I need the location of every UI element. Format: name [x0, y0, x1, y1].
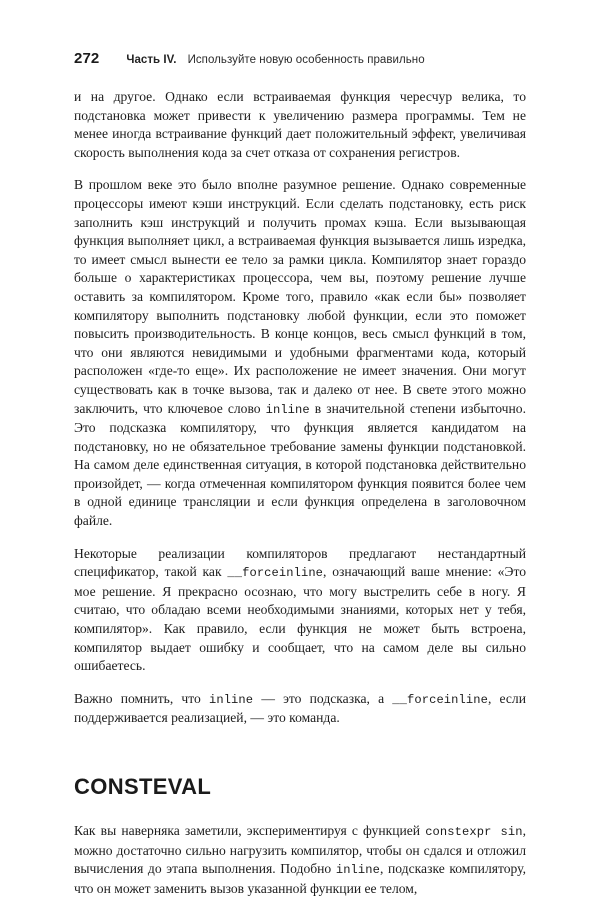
inline-code: inline: [335, 863, 380, 878]
section-heading: CONSTEVAL: [74, 774, 212, 799]
paragraph: В прошлом веке это было вполне разумное решение. Однако современные процессоры имеют кэши инструкций. Если сделать подстановку, есть риск заполнить кэш инструкций и получить промах кэша. Если вызывающая функция выполняет цикл, а встраиваемая функция вызывается лишь изредка, то имеет смысл вынести ее тело за рамки цикла. Компилятор знает гораздо больше о характеристиках процессора, чем вы, поэтому решение лучше оставить за компилятором. Кроме того, правило «как если бы» позволяет компилятору выполнить подстановку любой функции, если это поможет повысить производительность. В конце концов, весь смысл функций в том, что они являются невидимыми и удобными фрагментами кода, который расположен «где-то еще». Их расположение не имеет значения. Они могут существовать как в точке вызова, так и далеко от нее. В свете этого можно заключить, что ключевое слово inline в значительной степени избыточно. Это подсказка компилятору, что функция является кандидатом на подстановку, но не обязательное требование замены функции подстановкой. На самом деле единственная ситуация, в которой подстановка действительно произойдет, — когда отмеченная компилятором функция появится более чем в одной единице трансляции и если функция определена в заголовочном файле.: [74, 177, 526, 529]
paragraph: Некоторые реализации компиляторов предлагают нестандартный спецификатор, такой как __forceinline, означающий ваше мнение: «Это мое решение. Я прекрасно осознаю, что могу выстрелить себе в ногу. Я считаю, что обладаю всеми необходимыми знаниями, которых нет у тебя, компилятор». Как правило, если функция не может быть встроена, компилятор выдает ошибку и сообщает, что на самом деле вы сильно ошибаетесь.: [74, 545, 527, 674]
part-label: Часть IV.: [126, 54, 177, 66]
inline-code: inline: [208, 692, 254, 707]
inline-code: __forceinline: [392, 692, 488, 707]
part-title: Используйте новую особенность правильно: [187, 54, 425, 66]
running-head: [74, 50, 526, 70]
paragraph: Важно помнить, что inline — это подсказка, а __forceinline, если поддерживается реализацией, — это команда.: [74, 690, 526, 726]
inline-code: __forceinline: [227, 566, 324, 581]
paragraph: Как вы наверняка заметили, экспериментируя с функцией constexpr sin, можно достаточно сильно нагрузить компилятор, чтобы он сдался и отложил вычисления до этапа выполнения. Подобно inline, подсказке компилятору, что он может заменить вызов указанной функции ее телом,: [74, 823, 526, 896]
section-heading-block: [74, 774, 526, 800]
paragraph: и на другое. Однако если встраиваемая функция чересчур велика, то подстановка может привести к увеличению размера программы. Тем не менее иногда встраивание функций дает положительный эффект, увеличивая скорость выполнения кода за счет отказа от сохранения регистров.: [74, 89, 526, 160]
page-number: 272: [74, 50, 100, 67]
text-column: [74, 88, 526, 898]
inline-code: inline: [265, 402, 310, 417]
inline-code: constexpr sin: [425, 825, 523, 839]
